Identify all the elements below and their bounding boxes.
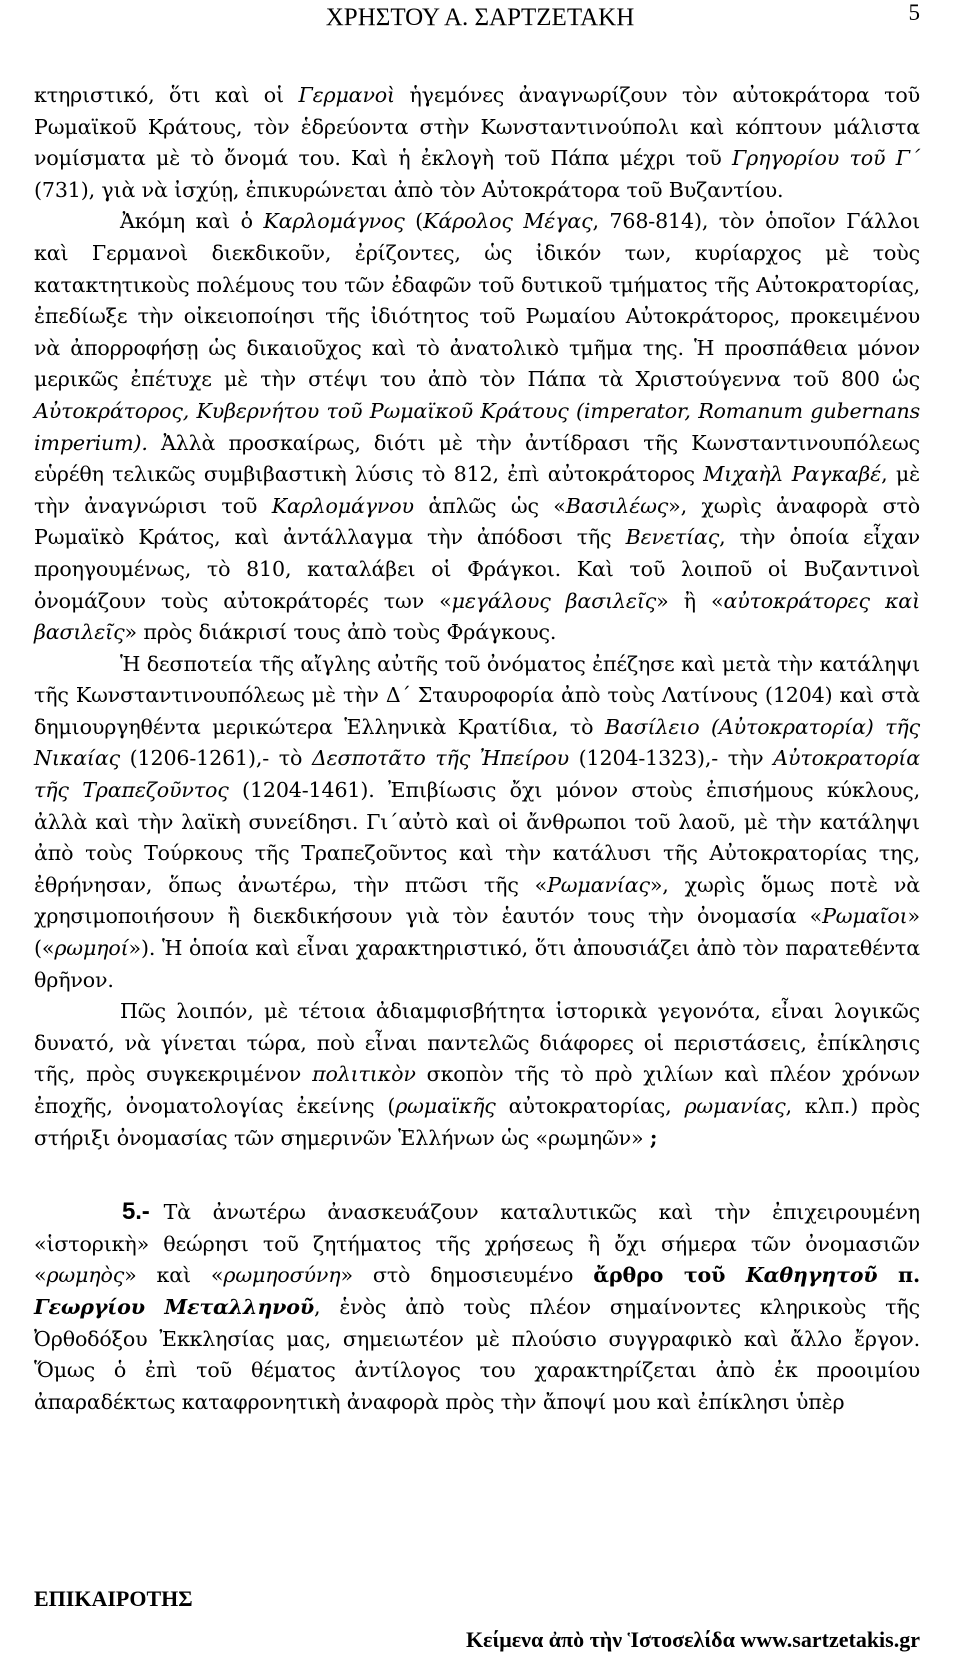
italic-text: Βενετίας	[625, 525, 720, 550]
text: (731), γιὰ νὰ ἰσχύῃ, ἐπικυρώνεται ἀπὸ τὸν Αὐτοκράτορα τοῦ Βυζαντίου.	[34, 177, 784, 202]
text: » ἢ «	[656, 588, 724, 613]
italic-text: Γερμανοὶ	[298, 83, 395, 107]
bold-text: ἄρθρο τοῦ	[593, 1263, 746, 1288]
italic-text: Βασίλειο (Αὐτοκρατορία) τῆς Νικαίας	[34, 714, 920, 771]
text: Πῶς λοιπόν, μὲ τέτοια ἀδιαμφισβήτητα ἱστορικὰ γεγονότα, εἶναι λογικῶς δυνατό, νὰ γίνεται τώρα, ποὺ εἶναι παντελῶς διάφορες οἱ περιστάσεις, ἐπίκλησις τῆς, πρὸς συγκεκριμένον	[34, 999, 920, 1087]
text: », χωρὶς ὅμως ποτὲ νὰ χρησιμοποιήσουν ἢ διεκδικήσουν γιὰ τὸν ἑαυτόν τους τὴν ὀνομασία «	[34, 872, 920, 929]
author-title: ΧΡΗΣΤΟΥ Α. ΣΑΡΤΖΕΤΑΚΗ	[325, 4, 635, 31]
italic-text: Κάρολος Μέγας	[423, 209, 593, 234]
document-body	[34, 80, 920, 1418]
text: » («	[34, 904, 920, 961]
section-gap	[34, 1154, 920, 1196]
text: Ἡ δεσποτεία τῆς αἴγλης αὐτῆς τοῦ ὀνόματος ἐπέζησε καὶ μετὰ τὴν κατάληψι τῆς Κωνσταντινουπόλεως μὲ τὴν Δ΄ Σταυροφορία ἀπὸ τοὺς Λατίνους (1204) καὶ στὰ δημιουργηθέντα μερικώτερα Ἑλληνικὰ Κρατίδια, τὸ	[34, 651, 920, 739]
italic-text: Βασιλέως	[565, 493, 669, 518]
text: , μὲ τὴν ἀναγνώρισι τοῦ	[34, 462, 920, 518]
italic-text: Ρωμαῖοι	[822, 904, 908, 929]
italic-text: ρωμηοί	[54, 936, 129, 961]
text: (	[404, 209, 424, 234]
italic-text: Αὐτοκρατορία τῆς Τραπεζοῦντος	[34, 746, 921, 803]
text: ἡγεμόνες ἀναγνωρίζουν τὸν αὐτοκράτορα τοῦ Ρωμαϊκοῦ Κράτους, τὸν ἑδρεύοντα στὴν Κωνσταντινούπολι καὶ κόπτουν μάλιστα νομίσματα μὲ τὸ ὄνομά του. Καὶ ἡ ἐκλογὴ τοῦ Πάπα μέχρι τοῦ	[34, 83, 920, 171]
bold-italic-text: Γεωργίου Μεταλληνοῦ	[34, 1294, 315, 1319]
italic-text: Ρωμανίας	[547, 872, 650, 897]
text: » στὸ δημοσιευμένο	[340, 1263, 594, 1288]
text: , κλπ.) πρὸς στήριξι ὀνομασίας τῶν σημερινῶν Ἑλλήνων ὡς «ρωμηῶν»	[34, 1094, 920, 1150]
text: (1206-1261),- τὸ	[119, 746, 312, 771]
text: Τὰ ἀνωτέρω ἀνασκευάζουν καταλυτικῶς καὶ τὴν ἐπιχειρουμένη «ἱστορικὴ» θεώρησι τοῦ ζητήματος τῆς χρήσεως ἢ ὄχι σήμερα τῶν ὀνομασιῶν «	[34, 1200, 920, 1288]
italic-text: ρωμηὸς	[46, 1263, 125, 1288]
text: (1204-1323),- τὴν	[568, 746, 774, 771]
text: » καὶ «	[124, 1263, 224, 1288]
text: (1204-1461). Ἐπιβίωσις ὄχι μόνον στοὺς ἐπισήμους κύκλους, ἀλλὰ καὶ τὴν λαϊκὴ συνείδησι. Γι΄αὐτὸ καὶ οἱ ἄνθρωποι τοῦ λαοῦ, μὲ τὴν κατάληψι ἀπὸ τοὺς Τούρκους τῆς Τραπεζοῦντος καὶ τὴν κατάλυσι τῆς Αὐτοκρατορίας της, ἐθρήνησαν, ὅπως ἀνωτέρω, τὴν πτῶσι τῆς «	[34, 778, 920, 897]
paragraph-1	[34, 80, 920, 206]
text: σκοπὸν τῆς τὸ πρὸ χιλίων καὶ πλέον χρόνων ἐποχῆς, ὀνοματολογίας ἐκείνης (	[34, 1062, 921, 1118]
italic-text: ρωμηοσύνη	[223, 1263, 341, 1288]
bold-text: ;	[649, 1125, 658, 1150]
italic-text: ρωμανίας	[684, 1094, 786, 1118]
italic-text: Αὐτοκράτορος, Κυβερνήτου τοῦ Ρωμαϊκοῦ Κράτους (imperator, Romanum gubernans imperium).	[34, 398, 920, 455]
bold-italic-text: Καθηγητοῦ	[745, 1263, 878, 1288]
section-number: 5.-	[122, 1198, 150, 1226]
page-number: 5	[908, 0, 920, 25]
footer-publication: ΕΠΙΚΑΙΡΟΤΗΣ	[34, 1586, 193, 1611]
text: »). Ἡ ὁποία καὶ εἶναι χαρακτηριστικό, ὅτι ἀπουσιάζει ἀπὸ τὸν παρατεθέντα θρῆνον.	[34, 936, 920, 992]
italic-text: ρωμαϊκῆς	[395, 1094, 496, 1118]
paragraph-5	[34, 1196, 920, 1418]
footer-source: Κείμενα ἀπὸ τὴν Ἱστοσελίδα www.sartzetakis.gr	[465, 1627, 920, 1652]
bold-text: π.	[877, 1263, 920, 1288]
text: ἁπλῶς ὡς «	[413, 493, 566, 518]
italic-text: πολιτικὸν	[312, 1062, 416, 1087]
italic-text: Καρλομάγνου	[271, 493, 414, 518]
text: αὐτοκρατορίας,	[495, 1094, 685, 1118]
text: κτηριστικό, ὅτι καὶ οἱ	[34, 83, 299, 107]
text: Ἀκόμη καὶ ὁ	[120, 209, 264, 234]
text: , ἑνὸς ἀπὸ τοὺς πλέον σημαίνοντες κληρικοὺς τῆς Ὀρθοδόξου Ἐκκλησίας μας, σημειωτέον μὲ πλούσιο συγγραφικὸ καὶ ἄλλο ἔργον. Ὅμως ὁ ἐπὶ τοῦ θέματος ἀντίλογος του χαρακτηρίζεται ἀπὸ ἐκ προοιμίου ἀπαραδέκτως καταφρονητικὴ ἀναφορὰ πρὸς τὴν ἄποψί μου καὶ ἐπίκλησι ὑπὲρ	[34, 1294, 920, 1414]
text: », χωρὶς ἀναφορὰ στὸ Ρωμαϊκὸ Κράτος, καὶ ἀντάλλαγμα τὴν ἀπόδοσι τῆς	[34, 493, 920, 550]
paragraph-4	[34, 996, 920, 1154]
italic-text: Γρηγορίου τοῦ Γ΄	[731, 146, 920, 171]
text: » πρὸς διάκρισί τους ἀπὸ τοὺς Φράγκους.	[124, 620, 557, 645]
italic-text: μεγάλους βασιλεῖς	[451, 588, 657, 613]
paragraph-3	[34, 649, 920, 997]
paragraph-2	[34, 206, 920, 648]
italic-text: Καρλομάγνος	[263, 209, 405, 234]
italic-text: Δεσποτᾶτο τῆς Ἠπείρου	[311, 746, 569, 771]
italic-text: αὐτοκράτορες καὶ βασιλεῖς	[34, 588, 920, 645]
text: , τὴν ὁποία εἶχαν προηγουμένως, τὸ 810, καταλάβει οἱ Φράγκοι. Καὶ τοῦ λοιποῦ οἱ Βυζαντινοὶ ὀνομάζουν τοὺς αὐτοκράτορές των «	[34, 525, 920, 613]
text: , 768-814), τὸν ὁποῖον Γάλλοι καὶ Γερμανοὶ διεκδικοῦν, ἐρίζοντες, ὡς ἰδικόν των, κυρίαρχος μὲ τοὺς κατακτητικοὺς πολέμους του τῶν ἐδαφῶν τοῦ δυτικοῦ τμήματος τῆς Αὐτοκρατορίας, ἐπεδίωξε τὴν οἰκειοποίησι τῆς ἰδιότητος τοῦ Ρωμαίου Αὐτοκράτορος, προκειμένου νὰ ἀπορροφήσῃ ὡς δικαιοῦχος καὶ τὸ ἀνατολικὸ τμῆμα της. Ἡ προσπάθεια μόνον μερικῶς ἐπέτυχε μὲ τὴν στέψι του ἀπὸ τὸν Πάπα τὰ Χριστούγεννα τοῦ 800 ὡς	[34, 209, 920, 392]
text: Ἀλλὰ προσκαίρως, διότι μὲ τὴν ἀντίδρασι τῆς Κωνσταντινουπόλεως εὑρέθη τελικῶς συμβιβαστικὴ λύσις τὸ 812, ἐπὶ αὐτοκράτορος	[34, 430, 920, 487]
italic-text: Μιχαὴλ Ραγκαβέ	[703, 462, 882, 487]
page-header	[0, 0, 960, 60]
